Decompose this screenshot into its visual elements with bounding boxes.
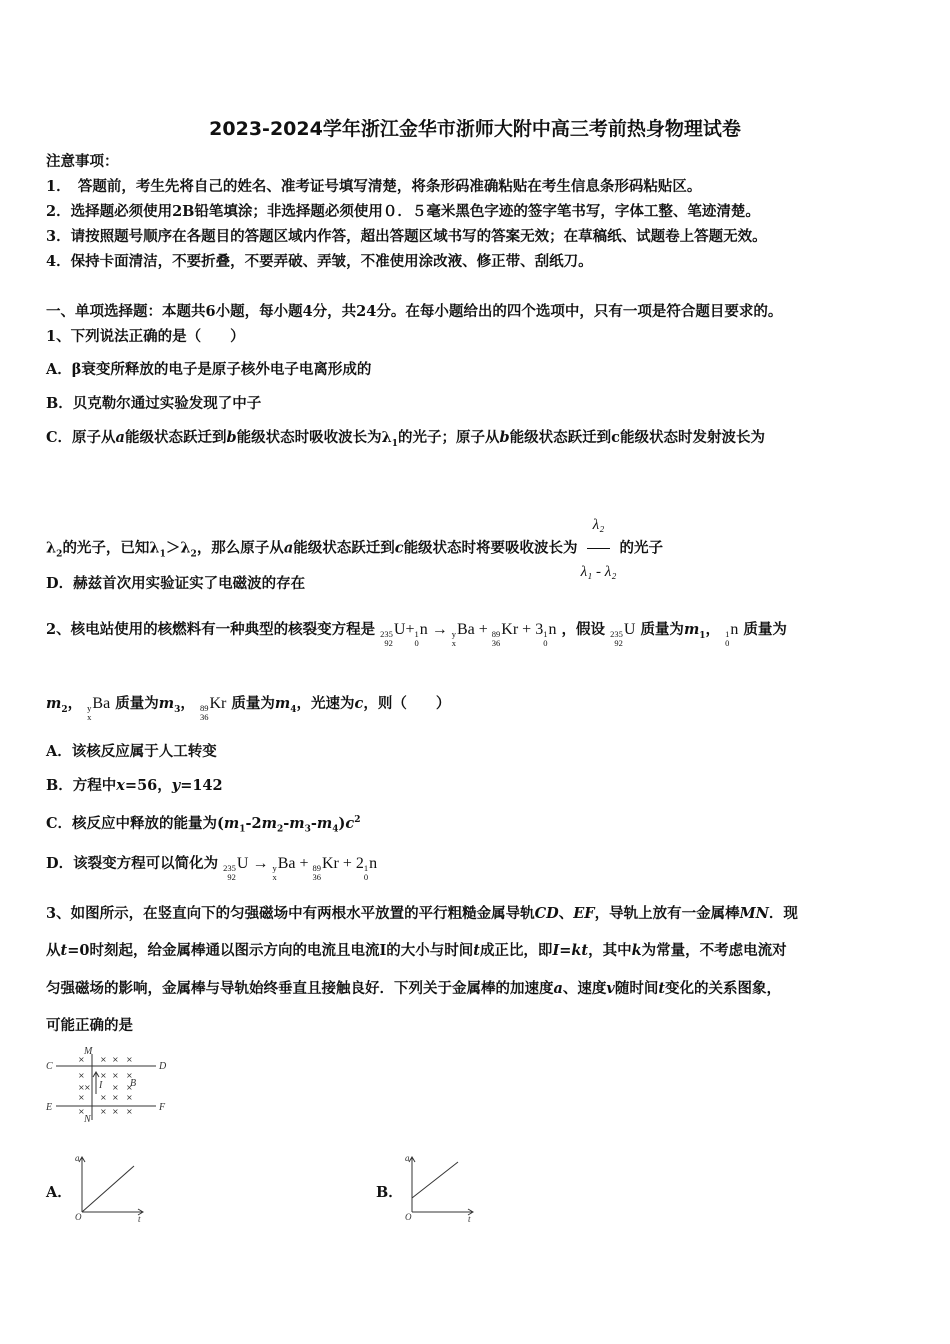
q1-stem: 1、下列说法正确的是（ ） <box>46 328 245 345</box>
q3-graph-b <box>402 1152 482 1224</box>
svg-text:×: × <box>126 1055 133 1064</box>
rail-diagram <box>44 1042 174 1124</box>
q1-option-d: D．赫兹首次用实验证实了电磁波的存在 <box>46 575 306 592</box>
svg-text:×: × <box>126 1083 133 1092</box>
q1-option-c-line1: C．原子从a能级状态跃迁到b能级状态时吸收波长为$\lambda_1$的光子；原子从b能级状态跃迁到c能级状态时发射波长为 <box>46 429 765 449</box>
svg-text:×: × <box>112 1055 119 1064</box>
label-f: F <box>159 1102 166 1113</box>
svg-text:a: a <box>405 1153 410 1163</box>
q3-graph-a <box>72 1152 152 1224</box>
svg-text:O: O <box>405 1212 412 1222</box>
q3-stem-line4: 可能正确的是 <box>46 1017 133 1034</box>
section-heading: 一、单项选择题：本题共6小题，每小题4分，共24分。在每小题给出的四个选项中，只有一项是符合题目要求的。 <box>46 303 783 320</box>
svg-text:×: × <box>112 1107 119 1116</box>
svg-text:×: × <box>78 1083 85 1092</box>
svg-text:×: × <box>78 1071 85 1080</box>
page-title: 2023-2024学年浙江金华市浙师大附中高三考前热身物理试卷 <box>209 118 741 140</box>
label-m: M <box>84 1046 93 1057</box>
svg-text:×: × <box>112 1083 119 1092</box>
svg-text:×: × <box>100 1055 107 1064</box>
q3-option-a-label: A． <box>46 1184 72 1201</box>
svg-text:×: × <box>78 1093 85 1102</box>
q3-option-b-label: B． <box>376 1184 403 1201</box>
notice-item-2: 2．选择题必须使用2B铅笔填涂；非选择题必须使用０．５毫米黑色字迹的签字笔书写，字体工整、笔迹清楚。 <box>46 203 760 220</box>
notice-item-4: 4．保持卡面清洁，不要折叠，不要弄破、弄皱，不准使用涂改液、修正带、刮纸刀。 <box>46 253 593 270</box>
svg-text:×: × <box>126 1107 133 1116</box>
svg-text:×: × <box>84 1083 91 1092</box>
wavelength-fraction: $\frac{\text{λ₂}}{\text{λ₁ - λ₂}}$ <box>581 505 617 592</box>
q1-option-b: B．贝克勒尔通过实验发现了中子 <box>46 395 262 412</box>
q1-option-a: A．β衰变所释放的电子是原子核外电子电离形成的 <box>46 361 372 378</box>
q2-option-a: A．该核反应属于人工转变 <box>46 743 217 760</box>
svg-text:×: × <box>126 1093 133 1102</box>
svg-text:×: × <box>126 1071 133 1080</box>
q2-option-d: D．该裂变方程可以简化为 235 92 U → y x Ba + 89 36 Kr + 2 1 0 n <box>46 850 377 882</box>
notice-item-1: 1． 答题前，考生先将自己的姓名、准考证号填写清楚，将条形码准确粘贴在考生信息条形码粘贴区。 <box>46 178 702 195</box>
svg-text:×: × <box>78 1055 85 1064</box>
label-e: E <box>46 1102 53 1113</box>
svg-text:×: × <box>112 1093 119 1102</box>
label-c: C <box>46 1061 53 1072</box>
svg-text:t: t <box>468 1214 471 1224</box>
svg-text:a: a <box>75 1153 80 1163</box>
q1-option-c-line2: $\lambda_2$的光子，已知$\lambda_1>\lambda_2$，那么原子从a能级状态跃迁到c能级状态时将要吸收波长为 $\frac{\text{λ₂}}{\text{λ₁ - λ₂}}$ 的光子 <box>46 505 663 592</box>
q3-stem-line1: 3、如图所示，在竖直向下的匀强磁场中有两根水平放置的平行粗糙金属导轨CD、EF，导轨上放有一金属棒MN．现 <box>46 905 798 922</box>
svg-text:×: × <box>100 1107 107 1116</box>
label-d: D <box>159 1061 167 1072</box>
label-b: B <box>130 1078 137 1089</box>
q2-option-b: B．方程中x=56，y=142 <box>46 777 223 794</box>
svg-text:×: × <box>78 1107 85 1116</box>
q3-stem-line2: 从t=0时刻起，给金属棒通以图示方向的电流且电流I的大小与时间t成正比，即I=kt，其中k为常量，不考虑电流对 <box>46 942 787 959</box>
label-i: I <box>99 1080 103 1091</box>
svg-text:×: × <box>100 1071 107 1080</box>
q2-option-c: C．核反应中释放的能量为$(m_1-2m_2-m_3-m_4)c^2$ <box>46 814 361 835</box>
svg-text:t: t <box>138 1214 141 1224</box>
label-n: N <box>84 1114 91 1124</box>
q2-stem-line1: 2、核电站使用的核燃料有一种典型的核裂变方程是 235 92 U+ 1 0 n → y x Ba + 89 36 Kr + 3 1 0 n ，假设 235 92 U 质量为$m_1$， 1 0 n 质量为 <box>46 616 787 650</box>
notice-item-3: 3．请按照题号顺序在各题目的答题区域内作答，超出答题区域书写的答案无效；在草稿纸、试题卷上答题无效。 <box>46 228 767 245</box>
svg-text:×: × <box>112 1071 119 1080</box>
q2-stem-line2: $m_2$， y x Ba 质量为$m_3$， 89 36 Kr 质量为$m_4$，光速为c，则（ ） <box>46 695 451 722</box>
simplified-equation: 235 92 U → y x Ba + 89 36 Kr + 2 1 0 n <box>223 855 378 882</box>
q3-stem-line3: 匀强磁场的影响，金属棒与导轨始终垂直且接触良好．下列关于金属棒的加速度a、速度v随时间t变化的关系图象， <box>46 980 782 997</box>
fission-equation: 235 92 U+ 1 0 n → y x Ba + 89 36 Kr + 3 1 0 n <box>380 621 557 648</box>
svg-text:×: × <box>100 1093 107 1102</box>
svg-text:O: O <box>75 1212 82 1222</box>
notice-heading: 注意事项： <box>46 153 119 170</box>
